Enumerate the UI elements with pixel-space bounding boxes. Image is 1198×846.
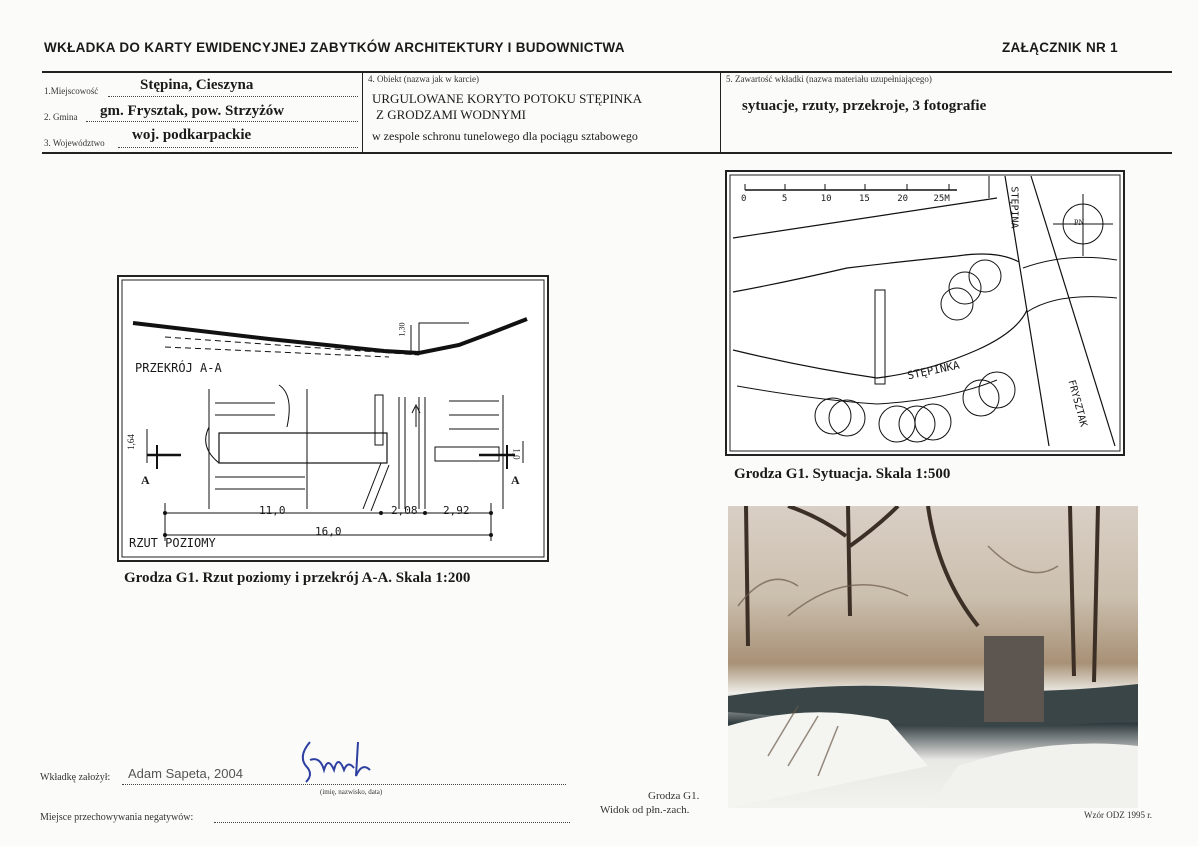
dim-b: 2,08: [391, 504, 418, 517]
plan-caption: Grodza G1. Rzut poziomy i przekrój A-A. Skala 1:200: [124, 570, 471, 586]
object-line-3: w zespole schronu tunelowego dla pociągu sztabowego: [372, 129, 638, 143]
photo-caption-2: Widok od płn.-zach.: [600, 804, 690, 816]
column-divider-1: [362, 71, 363, 153]
section-label: PRZEKRÓJ A-A: [135, 361, 222, 375]
dim-total: 16,0: [315, 525, 342, 538]
storage-dotline: [214, 822, 570, 823]
form-reference: Wzór ODZ 1995 r.: [1084, 810, 1152, 820]
photo-scene: [728, 506, 1138, 808]
photo-caption-1: Grodza G1.: [648, 790, 700, 802]
site-drawing-frame: [725, 170, 1125, 456]
dim-left: 1,64: [125, 434, 136, 450]
commune-dotline: [86, 121, 358, 122]
road-label-right: FRYSZTAK: [1065, 378, 1089, 429]
town-dotline: [108, 96, 358, 97]
plan-drawing-frame: [117, 275, 549, 562]
site-caption: Grodza G1. Sytuacja. Skala 1:500: [734, 466, 951, 482]
author-value: Adam Sapeta, 2004: [128, 766, 243, 781]
commune-label: 2. Gmina: [44, 112, 78, 122]
commune-value: gm. Frysztak, pow. Strzyżów: [100, 103, 285, 119]
section-marker-left: A: [141, 473, 150, 487]
voivodeship-dotline: [118, 147, 358, 148]
scale-tick-1: 5: [781, 194, 788, 204]
header-bottom-rule: [42, 152, 1172, 154]
photo-weir: [728, 506, 1138, 808]
section-marker-right: A: [511, 473, 520, 487]
plan-drawing: [119, 277, 547, 560]
scale-tick-2: 10: [820, 194, 832, 204]
column-divider-2: [720, 71, 721, 153]
contents-value: sytuacje, rzuty, przekroje, 3 fotografie: [742, 98, 987, 114]
object-label: 4. Obiekt (nazwa jak w karcie): [368, 74, 479, 84]
dim-a: 11,0: [259, 504, 286, 517]
site-drawing: [727, 172, 1123, 454]
dim-height: 1,30: [397, 322, 407, 337]
road-label-top: STĘPINA: [1008, 186, 1020, 229]
author-label: Wkładkę założył:: [40, 772, 111, 783]
object-line-1: URGULOWANE KORYTO POTOKU STĘPINKA: [372, 91, 642, 106]
town-value: Stępina, Cieszyna: [140, 77, 254, 93]
river-label: STĘPINKA: [906, 358, 961, 383]
header-top-rule: [42, 71, 1172, 73]
signature: [296, 736, 380, 786]
dim-right: 1,0: [511, 448, 522, 460]
scale-tick-3: 15: [858, 194, 870, 204]
form-title: WKŁADKA DO KARTY EWIDENCYJNEJ ZABYTKÓW ARCHITEKTURY I BUDOWNICTWA: [44, 40, 625, 55]
storage-label: Miejsce przechowywania negatywów:: [40, 812, 194, 823]
signature-note: (imię, nazwisko, data): [320, 788, 383, 796]
compass-label: PN: [1074, 218, 1085, 227]
plan-label: RZUT POZIOMY: [129, 536, 216, 550]
scale-tick-4: 20: [897, 194, 909, 204]
scale-tick-0: 0: [741, 194, 747, 204]
scale-tick-5: 25M: [933, 194, 950, 204]
object-line-2: Z GRODZAMI WODNYMI: [376, 107, 526, 122]
contents-label: 5. Zawartość wkładki (nazwa materiału uzupełniającego): [726, 74, 932, 84]
town-label: 1.Miejscowość: [44, 86, 99, 96]
voivodeship-label: 3. Województwo: [44, 138, 105, 148]
scale-ticks: [741, 194, 950, 204]
dim-c: 2,92: [443, 504, 470, 517]
voivodeship-value: woj. podkarpackie: [132, 127, 252, 143]
annex-number: ZAŁĄCZNIK NR 1: [1002, 40, 1118, 55]
